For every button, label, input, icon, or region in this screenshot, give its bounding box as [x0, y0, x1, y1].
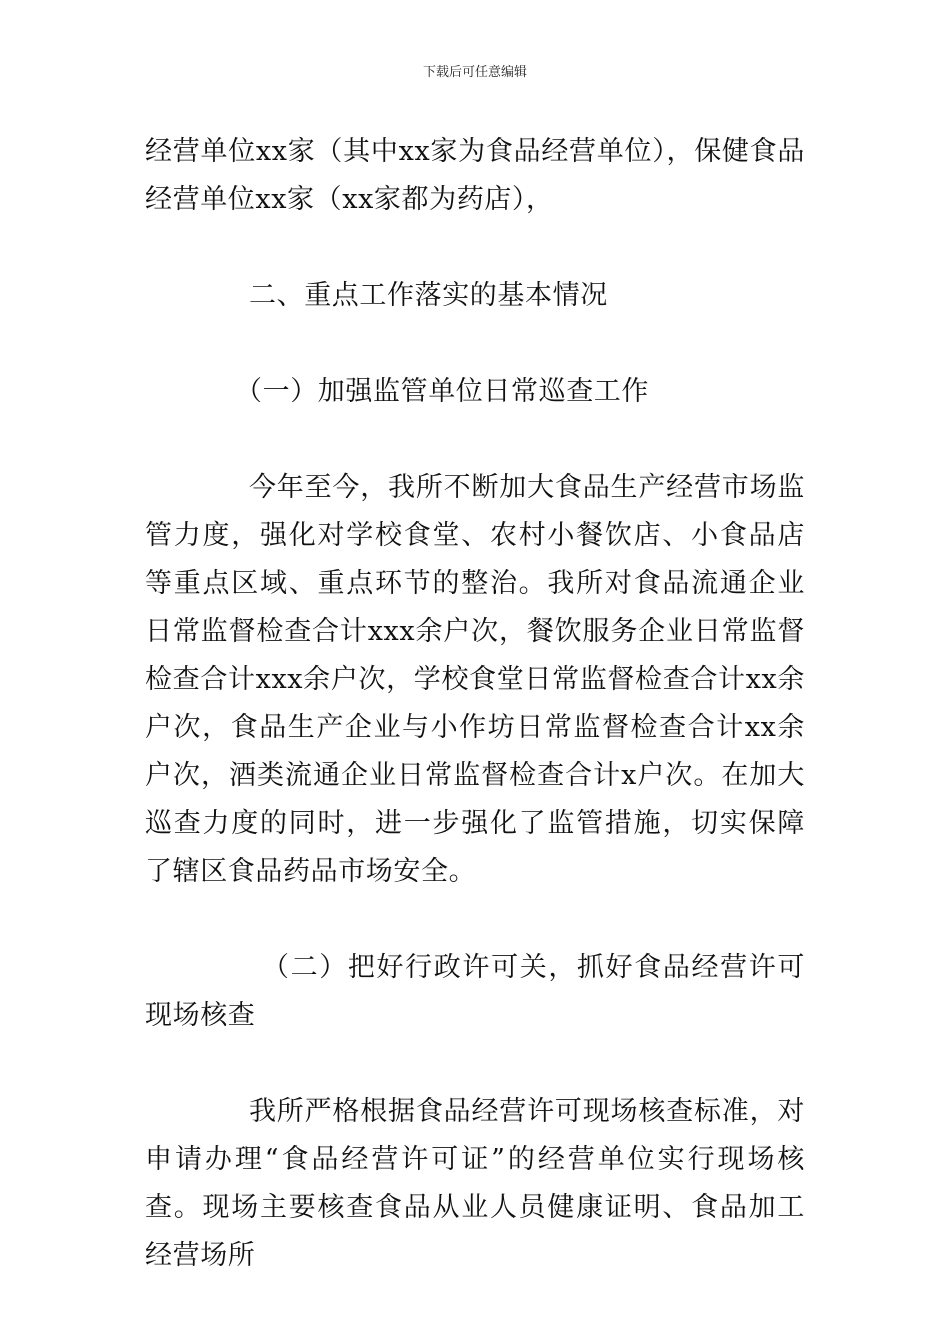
subsection-1-paragraph: 今年至今，我所不断加大食品生产经营市场监管力度，强化对学校食堂、农村小餐饮店、小食品店等重点区域、重点环节的整治。我所对食品流通企业日常监督检查合计xxx余户次，餐饮服务企业日常监督检查合计xxx余户次，学校食堂日常监督检查合计xx余户次，食品生产企业与小作坊日常监督检查合计xx余户次，酒类流通企业日常监督检查合计x户次。在加大巡查力度的同时，进一步强化了监管措施，切实保障了辖区食品药品市场安全。 — [145, 472, 805, 887]
paragraph-gap — [145, 416, 805, 464]
intro-paragraph: 经营单位xx家（其中xx家为食品经营单位），保健食品经营单位xx家（xx家都为药店）， — [145, 136, 805, 215]
paragraph-gap — [145, 320, 805, 368]
paragraph-gap — [145, 224, 805, 272]
section-heading-2: 二、重点工作落实的基本情况 — [249, 280, 608, 311]
paragraph-gap — [145, 1040, 805, 1088]
subsection-2-paragraph: 我所严格根据食品经营许可现场核查标准，对申请办理“食品经营许可证”的经营单位实行现场核查。现场主要核查食品从业人员健康证明、食品加工经营场所 — [145, 1096, 805, 1271]
subsection-heading-1: （一）加强监管单位日常巡查工作 — [235, 376, 649, 407]
paragraph-gap — [145, 896, 805, 944]
document-body — [145, 128, 805, 1280]
page-header-note: 下载后可任意编辑 — [422, 65, 527, 80]
subsection-heading-2: （二）把好行政许可关，抓好食品经营许可现场核查 — [145, 952, 805, 1031]
